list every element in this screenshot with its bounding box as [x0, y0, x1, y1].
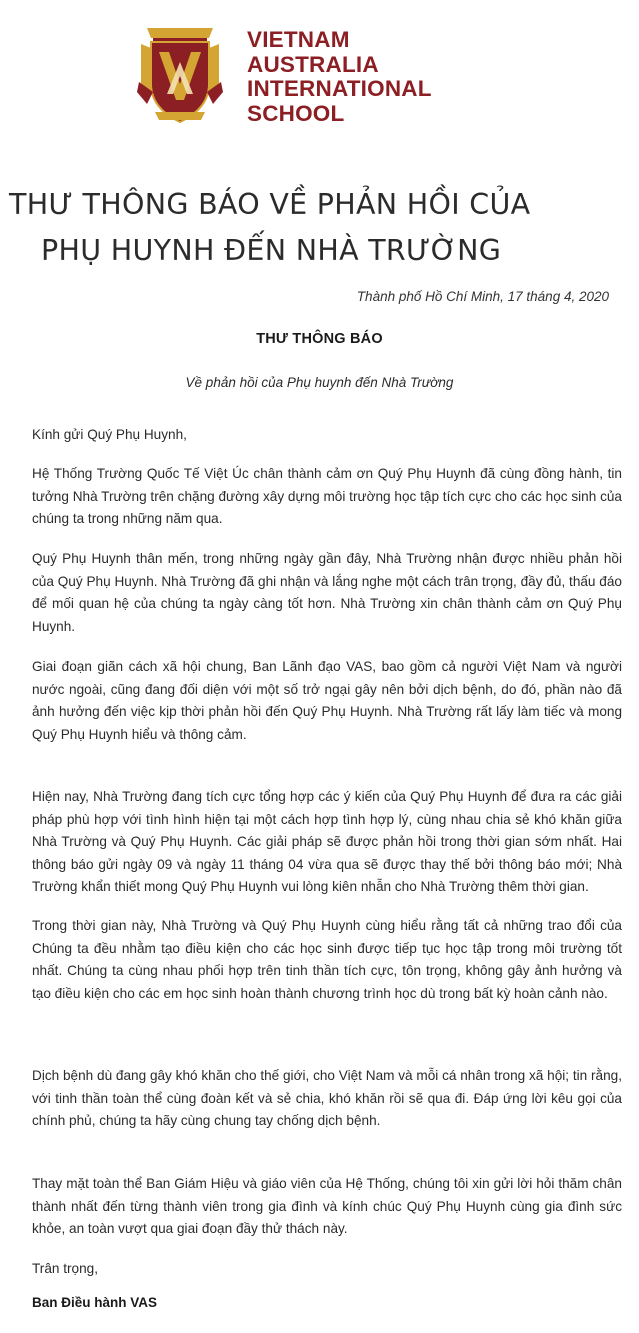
- letter-greeting: Kính gửi Quý Phụ Huynh,: [32, 427, 187, 442]
- letter-paragraph: Giai đoạn giãn cách xã hội chung, Ban Lãnh đạo VAS, bao gồm cả người Việt Nam và người nước ngoài, cũng đang đối diện với một số trở ngại gây nên bởi dịch bệnh, do đó, phần nào đã ảnh hưởng đến việc kịp thời phản hồi đến Quý Phụ Huynh. Nhà Trường rất lấy làm tiếc và mong Quý Phụ Huynh hiểu và thông cảm.: [32, 659, 622, 742]
- letter-date: Thành phố Hồ Chí Minh, 17 tháng 4, 2020: [356, 289, 609, 304]
- letter-title: THƯ THÔNG BÁO: [256, 331, 383, 347]
- school-name-line: VIETNAM: [247, 27, 350, 52]
- school-logo: [137, 22, 437, 132]
- letter-subtitle: Về phản hồi của Phụ huynh đến Nhà Trường: [185, 375, 454, 390]
- letter-paragraph: Quý Phụ Huynh thân mến, trong những ngày gần đây, Nhà Trường nhận được nhiều phản hồi của Quý Phụ Huynh. Nhà Trường đã ghi nhận và lắng nghe một cách trân trọng, đầy đủ, thấu đáo để mối quan hệ của chúng ta ngày càng tốt hơn. Nhà Trường xin chân thành cảm ơn Quý Phụ Huynh.: [32, 551, 622, 634]
- letter-paragraph: Hệ Thống Trường Quốc Tế Việt Úc chân thành cảm ơn Quý Phụ Huynh đã cùng đồng hành, tin tưởng Nhà Trường trên chặng đường xây dựng môi trường học tập tích cực cho các học sinh của chúng ta trong những năm qua.: [32, 466, 622, 527]
- letter-paragraph: Dịch bệnh dù đang gây khó khăn cho thế giới, cho Việt Nam và mỗi cá nhân trong xã hội; tin rằng, với tinh thần toàn thể cùng đoàn kết và sẻ chia, khó khăn rồi sẽ qua đi. Đáp ứng lời kêu gọi của chính phủ, chúng ta hãy cùng chung tay chống dịch bệnh.: [32, 1068, 622, 1129]
- letter-closing: Trân trọng,: [32, 1261, 98, 1276]
- page-headline: [9, 182, 629, 274]
- school-name: [247, 28, 432, 126]
- school-name-line: AUSTRALIA: [247, 51, 379, 77]
- headline-line-2: PHỤ HUYNH ĐẾN NHÀ TRƯỜNG: [41, 234, 502, 267]
- school-name-line: SCHOOL: [247, 100, 345, 126]
- letter-paragraph: Thay mặt toàn thể Ban Giám Hiệu và giáo viên của Hệ Thống, chúng tôi xin gửi lời hỏi thăm chân thành nhất đến từng thành viên trong gia đình và kính chúc Quý Phụ Huynh cùng gia đình sức khỏe, an toàn vượt qua giai đoạn đầy thử thách này.: [32, 1176, 622, 1237]
- school-name-line: INTERNATIONAL: [247, 76, 432, 101]
- headline-line-1: THƯ THÔNG BÁO VỀ PHẢN HỒI CỦA: [9, 188, 531, 221]
- school-crest-icon: [137, 22, 223, 128]
- letter-signature: Ban Điều hành VAS: [32, 1295, 158, 1310]
- letter-paragraph: Trong thời gian này, Nhà Trường và Quý Phụ Huynh cùng hiểu rằng tất cả những trao đổi của Chúng ta đều nhằm tạo điều kiện cho các học sinh được tiếp tục học tập trong môi trường tốt nhất. Chúng ta cùng nhau phối hợp trên tinh thần tích cực, tôn trọng, không gây ảnh hưởng và tạo điều kiện cho các em học sinh hoàn thành chương trình học dù trong bất kỳ hoàn cảnh nào.: [32, 918, 622, 1001]
- letter-paragraph: Hiện nay, Nhà Trường đang tích cực tổng hợp các ý kiến của Quý Phụ Huynh để đưa ra các giải pháp phù hợp với tình hình hiện tại một cách hợp tình hợp lý, cùng nhau chia sẻ khó khăn giữa Nhà Trường và Quý Phụ Huynh. Các giải pháp sẽ được phản hồi trong thời gian sớm nhất. Hai thông báo gửi ngày 09 và ngày 11 tháng 04 vừa qua sẽ được thay thế bởi thông báo mới; Nhà Trường khẩn thiết mong Quý Phụ Huynh vui lòng kiên nhẫn cho Nhà Trường thêm thời gian.: [32, 789, 622, 895]
